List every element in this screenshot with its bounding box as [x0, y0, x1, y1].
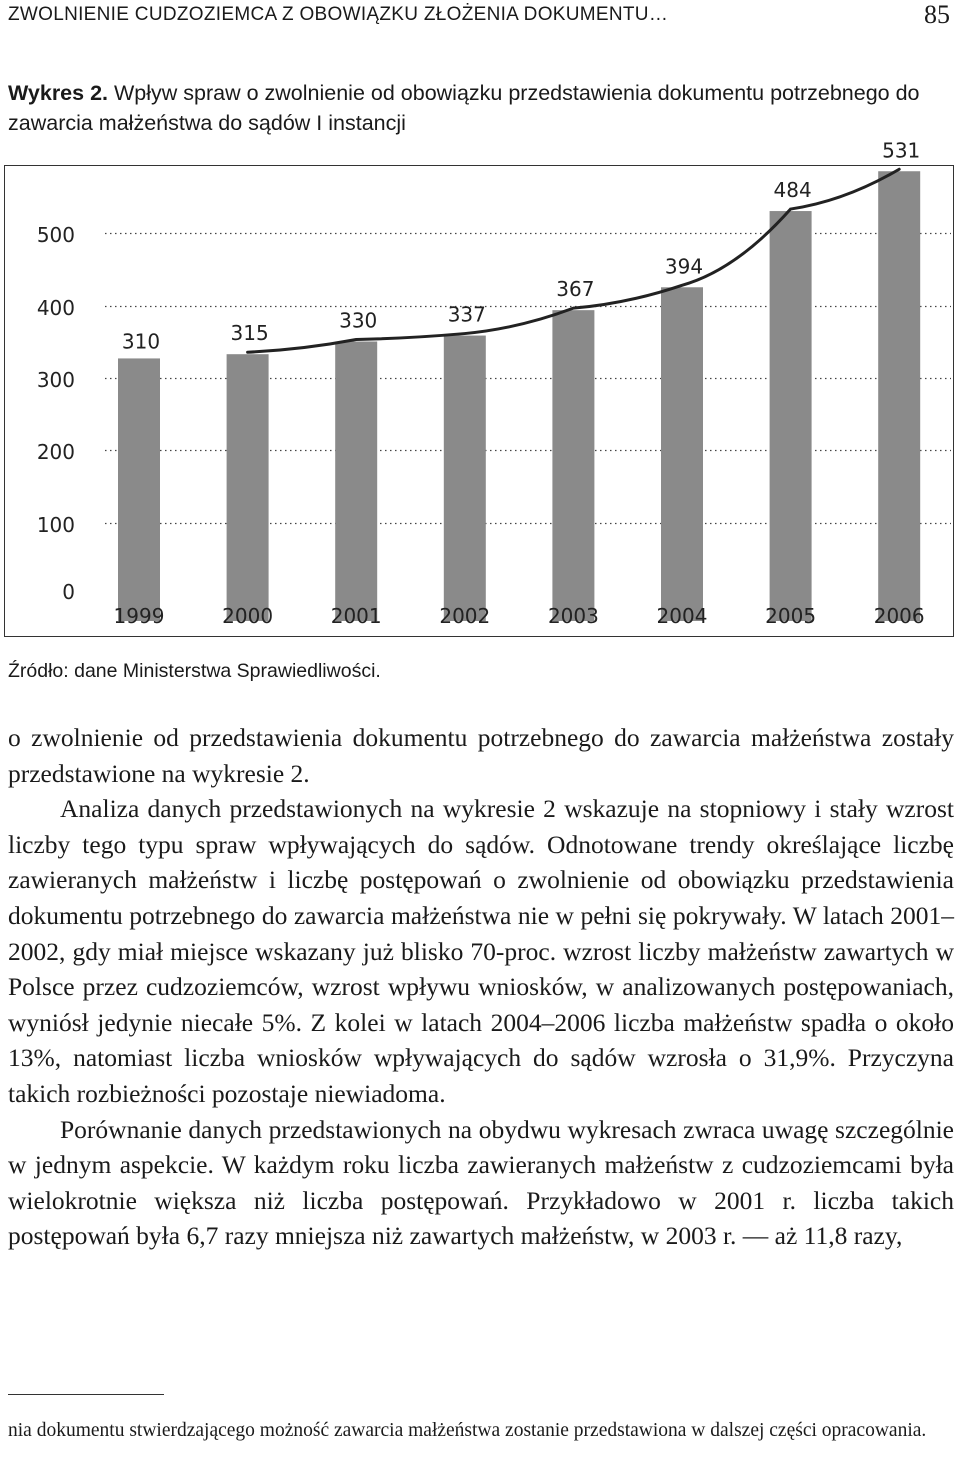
y-tick-label: 100	[36, 513, 75, 537]
data-label: 484	[773, 178, 812, 203]
x-tick-label: 2002	[439, 604, 491, 628]
bar	[770, 211, 812, 621]
data-label: 337	[447, 302, 486, 327]
footnote: nia dokumentu stwierdzającego możność zawarcia małżeństwa zostanie przedstawiona w dalszej części opracowania.	[8, 1420, 927, 1441]
paragraph-2: Analiza danych przedstawionych na wykresie 2 wskazuje na stopniowy i stały wzrost liczby tego typu spraw wpływających do sądów. Odnotowane trendy określające liczbę zawieranych małżeństw i liczbę postępowań o zwolnienie od obowiązku przedstawienia dokumentu potrzebnego do zawarcia małżeństwa nie w pełni się pokrywały. W latach 2001–2002, gdy miał miejsce wskazany już blisko 70-proc. wzrost liczby małżeństw zawartych w Polsce przez cudzoziemców, wzrost wpływu wniosków, w analizowanych postępowaniach, wyniósł jedynie niecałe 5%. Z kolei w latach 2004–2006 liczba małżeństw spadła o około 13%, natomiast liczba wniosków wpływających do sądów wzrosła o 31,9%. Przyczyna takich rozbieżności pozostaje niewiadoma.	[8, 794, 954, 1108]
x-tick-label: 2004	[656, 604, 708, 628]
paragraph-3: Porównanie danych przedstawionych na obydwu wykresach zwraca uwagę szczególnie w jednym aspekcie. W każdym roku liczba zawieranych małżeństw z cudzoziemcami była wielokrotnie większa niż liczba postępowań. Przykładowo w 2001 r. liczba takich postępowań była 6,7 razy mniejsza niż zawartych małżeństw, w 2003 r. — aż 11,8 razy,	[8, 1114, 954, 1251]
data-label: 367	[556, 277, 595, 302]
body-text	[8, 720, 954, 1254]
bar	[878, 171, 920, 621]
chart-canvas	[5, 138, 952, 635]
x-tick-label: 2006	[873, 604, 925, 628]
x-tick-label: 2005	[765, 604, 817, 628]
x-tick-label: 1999	[113, 604, 165, 628]
figure-source: Źródło: dane Ministerstwa Sprawiedliwości.	[8, 660, 381, 682]
y-tick-label: 0	[62, 580, 75, 604]
x-tick-label: 2003	[547, 604, 599, 628]
data-label: 315	[230, 321, 269, 346]
bar	[444, 336, 486, 621]
figure-caption-text: Wpływ spraw o zwolnienie od obowiązku przedstawienia dokumentu potrzebnego do zawarcia małżeństwa do sądów I instancji	[8, 81, 920, 135]
running-header	[8, 0, 952, 34]
y-tick-label: 300	[36, 368, 75, 392]
paragraph-1: o zwolnienie od przedstawienia dokumentu potrzebnego do zawarcia małżeństwa zostały przedstawione na wykresie 2.	[8, 723, 954, 788]
x-tick-label: 2000	[222, 604, 274, 628]
x-tick-label: 2001	[330, 604, 382, 628]
data-label: 310	[121, 329, 161, 354]
bar	[335, 341, 377, 621]
page-number: 85	[924, 0, 950, 29]
bar-chart	[4, 138, 954, 637]
y-tick-label: 400	[36, 296, 75, 320]
bar	[118, 358, 160, 621]
running-title: ZWOLNIENIE CUDZOZIEMCA Z OBOWIĄZKU ZŁOŻENIA DOKUMENTU…	[8, 4, 669, 25]
data-label: 394	[664, 254, 704, 279]
data-label: 330	[339, 308, 378, 333]
bar	[227, 354, 269, 621]
y-tick-label: 500	[36, 223, 75, 247]
bar	[661, 287, 703, 621]
bar	[552, 310, 594, 621]
y-tick-label: 200	[36, 440, 75, 464]
footnote-rule	[8, 1394, 164, 1395]
data-label: 531	[882, 138, 921, 163]
figure-label: Wykres 2.	[8, 81, 109, 105]
figure-caption	[8, 78, 956, 138]
